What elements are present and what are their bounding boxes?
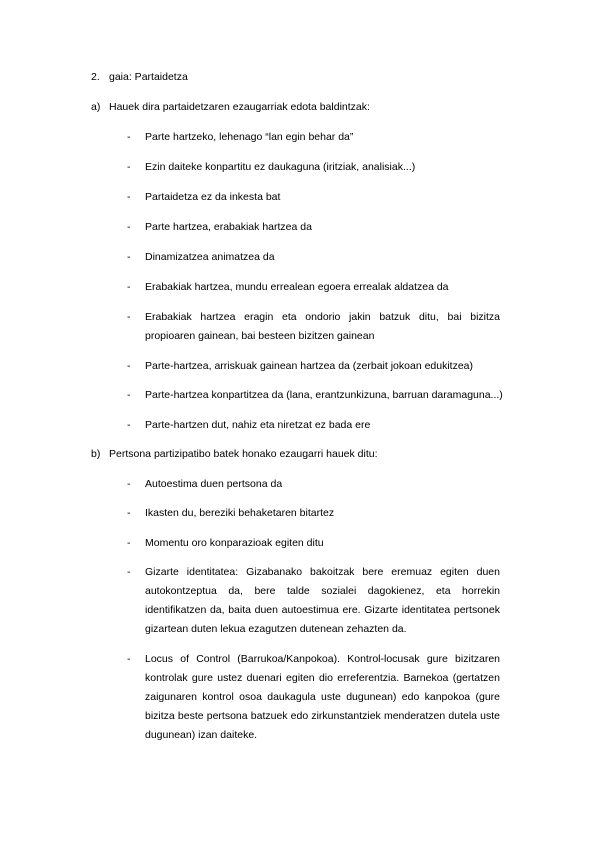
- list-bullet: -: [127, 191, 131, 203]
- list-bullet: -: [127, 653, 131, 665]
- list-bullet: -: [127, 419, 131, 431]
- list-item: Erabakiak hartzea, mundu errealean egoera errealak aldatzea da: [145, 281, 449, 293]
- list-item: Parte hartzea, erabakiak hartzea da: [145, 221, 312, 233]
- list-bullet: -: [127, 131, 131, 143]
- list-item: Ikasten du, bereziki behaketaren bitartez: [145, 507, 335, 519]
- list-bullet: -: [127, 478, 131, 490]
- list-bullet: -: [127, 389, 131, 401]
- list-item: Parte-hartzen dut, nahiz eta niretzat ez bada ere: [145, 419, 371, 431]
- heading-number: 2.: [91, 71, 100, 83]
- list-bullet: -: [127, 161, 131, 173]
- section-a-intro: Hauek dira partaidetzaren ezaugarriak edota baldintzak:: [109, 101, 370, 113]
- list-item: Locus of Control (Barrukoa/Kanpokoa). Kontrol-locusak gure bizitzaren kontrolak gure ustez duenari egiten dio erreferentzia. Barnekoa (gertatzen zaigunaren kontrol osoa daukagula uste dugunean) edo kanpokoa (gure bizitza beste pertsona batzuek edo zirkunstantziek menderatzen dutela uste dugunean) izan daiteke.: [145, 653, 500, 741]
- list-item: Dinamizatzea animatzea da: [145, 251, 275, 263]
- list-item: Erabakiak hartzea eragin eta ondorio jakin batzuk ditu, bai bizitza propioaren gainean, bai besteen bizitzen gainean: [145, 311, 500, 342]
- list-bullet: -: [127, 537, 131, 549]
- list-bullet: -: [127, 360, 131, 372]
- list-item: Partaidetza ez da inkesta bat: [145, 191, 281, 203]
- list-bullet: -: [127, 281, 131, 293]
- list-item: Autoestima duen pertsona da: [145, 478, 283, 490]
- list-bullet: -: [127, 311, 131, 323]
- list-bullet: -: [127, 507, 131, 519]
- section-b-marker: b): [91, 448, 101, 460]
- list-bullet: -: [127, 221, 131, 233]
- section-a-marker: a): [91, 101, 101, 113]
- list-item: Momentu oro konparazioak egiten ditu: [145, 537, 324, 549]
- list-item: Parte-hartzea, arriskuak gainean hartzea da (zerbait jokoan edukitzea): [145, 360, 474, 372]
- list-item: Gizarte identitatea: Gizabanako bakoitzak bere eremuaz egiten duen autokontzeptua da, bere talde sozialei dagokienez, eta horrekin identifikatzen da, baita duen autoestimua ere. Gizarte identitatea pertsonek gizartean duten lekua ezagutzen dutenean zehazten da.: [145, 566, 500, 635]
- list-item: Ezin daiteke konpartitu ez daukaguna (iritziak, analisiak...): [145, 161, 416, 173]
- list-bullet: -: [127, 566, 131, 578]
- list-item: Parte hartzeko, lehenago “lan egin behar da”: [145, 131, 354, 143]
- list-item: Parte-hartzea konpartitzea da (lana, erantzunkizuna, barruan daramaguna...): [145, 389, 503, 401]
- list-bullet: -: [127, 251, 131, 263]
- section-b-intro: Pertsona partizipatibo batek honako ezaugarri hauek ditu:: [109, 448, 378, 460]
- heading-title: gaia: Partaidetza: [109, 71, 188, 83]
